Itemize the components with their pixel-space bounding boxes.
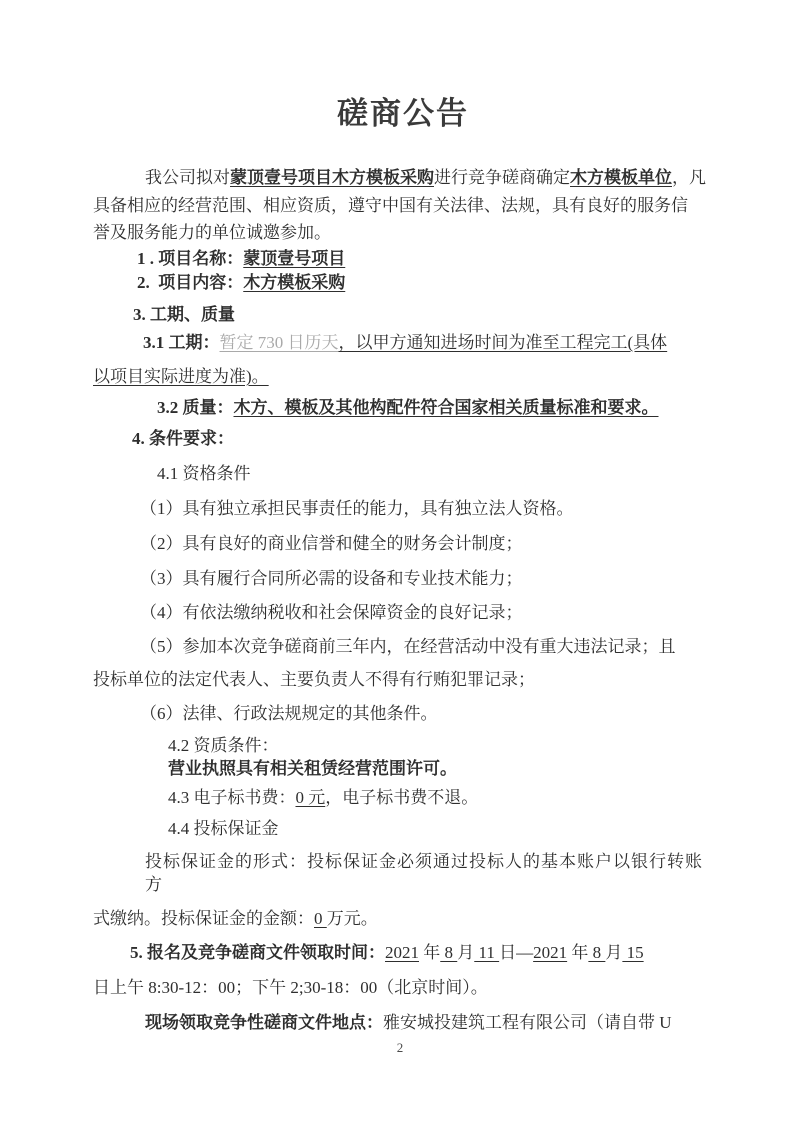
text-segment: 2. 项目内容： [137, 273, 244, 292]
text-segment: 日— [499, 943, 534, 962]
section-5-line-1 [93, 941, 713, 964]
text-segment: 年 [419, 943, 441, 962]
item-2-project-content [93, 271, 713, 294]
text-segment: （1）具有独立承担民事责任的能力，具有独立法人资格。 [140, 499, 574, 518]
deposit-line-2 [93, 907, 713, 930]
section-4-2-text [93, 757, 713, 780]
text-segment: 以项目实际进度为准)。 [93, 367, 269, 386]
document-title: 磋商公告 [337, 96, 469, 131]
text-segment: （4）有依法缴纳税收和社会保障资金的良好记录； [140, 603, 523, 622]
condition-3 [93, 567, 713, 590]
section-3-1-line-1 [93, 331, 713, 354]
text-segment: （3）具有履行合同所必需的设备和专业技术能力； [140, 569, 523, 588]
text-segment: 月 [457, 943, 475, 962]
text-segment: ，以甲方通知进场时间为准至工程完工(具体 [338, 333, 668, 352]
section-4-2-heading [93, 734, 713, 757]
text-segment: 年 [567, 943, 589, 962]
page-number: 2 [396, 1040, 404, 1055]
condition-2 [93, 532, 713, 555]
text-segment: 我公司拟对 [145, 168, 230, 187]
document-content [93, 0, 713, 1034]
item-1-project-name [93, 247, 713, 270]
section-4-3 [93, 786, 713, 809]
text-segment: 4. 条件要求： [132, 429, 234, 448]
text-segment: 3.2 质量： [157, 398, 234, 417]
text-segment: 5. 报名及竞争磋商文件领取时间： [130, 943, 385, 962]
text-segment: 日上午 8:30-12：00；下午 2;30-18：00（北京时间）。 [93, 978, 488, 997]
section-4-4-heading [93, 817, 713, 840]
text-segment: 4.1 资格条件 [157, 464, 251, 483]
section-4-heading [93, 427, 713, 450]
text-segment: 2021 [385, 943, 419, 962]
condition-5-line-2 [93, 668, 713, 691]
text-segment: 蒙顶壹号项目 [243, 249, 346, 268]
deposit-line-1 [93, 850, 713, 896]
intro-line-2 [93, 194, 713, 217]
text-segment: （5）参加本次竞争磋商前三年内，在经营活动中没有重大违法记录；且 [140, 637, 676, 656]
text-segment: 式缴纳。投标保证金的金额： [93, 909, 314, 928]
document-body [93, 166, 713, 1034]
condition-1 [93, 497, 713, 520]
section-3-1-line-2 [93, 365, 713, 388]
text-segment: 木方、模板及其他构配件符合国家相关质量标准和要求。 [233, 398, 659, 417]
text-segment: 誉及服务能力的单位诚邀参加。 [93, 223, 331, 242]
text-segment: 投标保证金的形式：投标保证金必须通过投标人的基本账户以银行转账方 [145, 852, 703, 894]
text-segment: 现场领取竞争性磋商文件地点： [145, 1013, 383, 1032]
text-segment: 2021 [533, 943, 568, 962]
section-5-line-2 [93, 976, 713, 999]
text-segment: 万元。 [326, 909, 378, 928]
text-segment: ，电子标书费不退。 [325, 788, 479, 807]
text-segment: ，凡 [672, 168, 706, 187]
intro-line-1 [93, 166, 713, 189]
text-segment: 11 [474, 943, 500, 962]
text-segment: 具备相应的经营范围、相应资质，遵守中国有关法律、法规，具有良好的服务信 [93, 196, 688, 215]
text-segment: （6）法律、行政法规规定的其他条件。 [140, 704, 438, 723]
document-pickup-location [93, 1011, 713, 1034]
condition-5-line-1 [93, 635, 713, 658]
text-segment: 4.2 资质条件： [168, 736, 279, 755]
text-segment: 8 [440, 943, 458, 962]
text-segment: 雅安城投建筑工程有限公司（请自带 U [383, 1013, 672, 1032]
text-segment: 暂定 730 日历天 [219, 333, 339, 352]
text-segment: 营业执照具有相关租赁经营范围许可。 [168, 759, 457, 778]
text-segment: 1 . 项目名称： [137, 249, 244, 268]
text-segment: 8 [588, 943, 606, 962]
text-segment: 3. 工期、质量 [133, 305, 235, 324]
text-segment: 4.4 投标保证金 [168, 819, 279, 838]
text-segment: 蒙顶壹号项目木方模板采购 [230, 168, 434, 187]
text-segment: 木方模板单位 [570, 168, 672, 187]
section-3-heading [93, 303, 713, 326]
text-segment: 进行竞争磋商确定 [434, 168, 570, 187]
text-segment: （2）具有良好的商业信誉和健全的财务会计制度； [140, 534, 523, 553]
text-segment: 4.3 电子标书费： [168, 788, 296, 807]
text-segment: 3.1 工期： [143, 333, 220, 352]
text-segment: 0 [314, 909, 327, 928]
text-segment: 木方模板采购 [243, 273, 346, 292]
section-3-2 [93, 396, 713, 419]
text-segment: 投标单位的法定代表人、主要负责人不得有行贿犯罪记录； [93, 670, 535, 689]
text-segment: 0 元 [295, 788, 326, 807]
intro-line-3 [93, 221, 713, 244]
text-segment: 15 [622, 943, 644, 962]
condition-6 [93, 702, 713, 725]
section-4-1-heading [93, 462, 713, 485]
condition-4 [93, 601, 713, 624]
text-segment: 月 [605, 943, 623, 962]
